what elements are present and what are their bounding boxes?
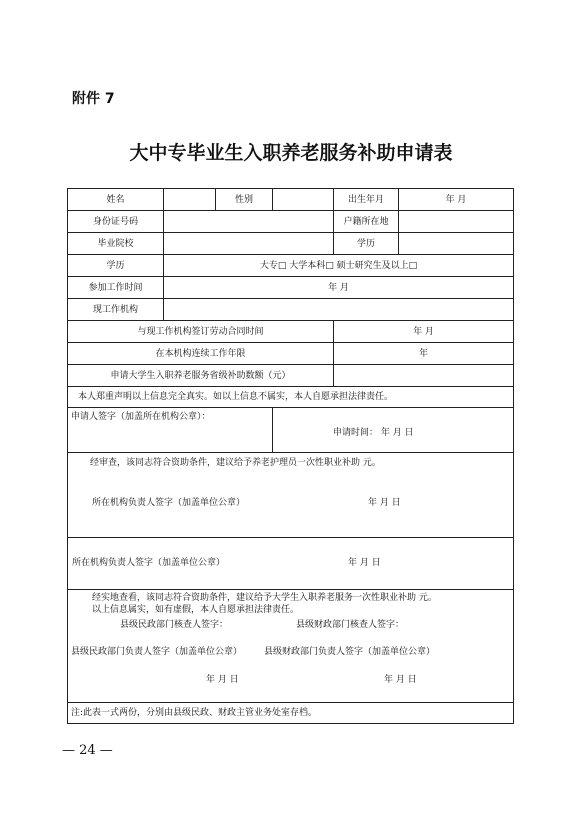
apply-time-label: 申请时间： 年 月 日 bbox=[333, 428, 414, 438]
contract-time-label: 与现工作机构签订劳动合同时间 bbox=[68, 321, 334, 343]
finance-date: 年 月 日 bbox=[384, 675, 417, 685]
hukou-label: 户籍所在地 bbox=[334, 211, 399, 233]
row-current-org bbox=[68, 299, 514, 321]
row-id bbox=[68, 211, 514, 233]
subsidy-field[interactable] bbox=[334, 365, 514, 387]
org-head-cell[interactable] bbox=[68, 538, 514, 590]
verification-cell[interactable] bbox=[68, 590, 514, 703]
civil-head-label: 县级民政部门负责人签字（加盖单位公章） bbox=[71, 647, 243, 657]
verify-line-1: 经实地查看，该同志符合资助条件，建议给予大学生入职养老服务一次性职业补助 元。 bbox=[92, 593, 437, 603]
id-number-field[interactable] bbox=[164, 211, 334, 233]
work-start-field[interactable]: 年 月 bbox=[164, 277, 514, 299]
contract-time-field[interactable]: 年 月 bbox=[334, 321, 514, 343]
school-label: 毕业院校 bbox=[68, 233, 164, 255]
applicant-sign-cell[interactable] bbox=[68, 408, 273, 453]
row-school bbox=[68, 233, 514, 255]
verify-line-2: 以上信息属实，如有虚假，本人自愿承担法律责任。 bbox=[92, 605, 300, 615]
civil-checker-label: 县级民政部门核查人签字： bbox=[120, 620, 229, 630]
education-options[interactable]: 大专□ 大学本科□ 硕士研究生及以上□ bbox=[164, 255, 514, 277]
years-field[interactable]: 年 bbox=[334, 343, 514, 365]
org-review-cell[interactable] bbox=[68, 453, 514, 538]
row-basic-info bbox=[68, 189, 514, 211]
education-label: 学历 bbox=[68, 255, 164, 277]
name-field[interactable] bbox=[164, 189, 216, 211]
years-label: 在本机构连续工作年限 bbox=[68, 343, 334, 365]
work-start-label: 参加工作时间 bbox=[68, 277, 164, 299]
school-field[interactable] bbox=[164, 233, 334, 255]
row-verification bbox=[68, 590, 514, 703]
attachment-label: 附件 7 bbox=[72, 91, 115, 107]
org-head-sign-label: 所在机构负责人签字（加盖单位公章） bbox=[92, 498, 246, 508]
row-org-head bbox=[68, 538, 514, 590]
row-note bbox=[68, 703, 514, 724]
current-org-field[interactable] bbox=[164, 299, 514, 321]
id-number-label: 身份证号码 bbox=[68, 211, 164, 233]
row-subsidy bbox=[68, 365, 514, 387]
gender-label: 性别 bbox=[216, 189, 273, 211]
row-work-start bbox=[68, 277, 514, 299]
row-declaration bbox=[68, 387, 514, 408]
form-title: 大中专毕业生入职养老服务补助申请表 bbox=[129, 142, 453, 164]
row-years bbox=[68, 343, 514, 365]
hukou-field[interactable] bbox=[399, 211, 514, 233]
finance-head-label: 县级财政部门负责人签字（加盖单位公章） bbox=[264, 647, 436, 657]
page-number: — 24 — bbox=[62, 743, 113, 758]
note-text: 注:此表一式两份，分别由县级民政、财政主管业务处室存档。 bbox=[68, 703, 514, 724]
civil-date: 年 月 日 bbox=[206, 675, 239, 685]
application-form bbox=[67, 188, 514, 724]
finance-checker-label: 县级财政部门核查人签字： bbox=[296, 620, 405, 630]
row-applicant bbox=[68, 408, 514, 453]
review-text: 经审查，该同志符合资助条件，建议给予养老护理员一次性职业补助 元。 bbox=[90, 458, 381, 468]
org-head-sign-label-2: 所在机构负责人签字（加盖单位公章） bbox=[72, 558, 226, 568]
declaration-text: 本人郑重声明以上信息完全真实。如以上信息不属实，本人自愿承担法律责任。 bbox=[68, 387, 514, 408]
birth-label: 出生年月 bbox=[334, 189, 399, 211]
row-education bbox=[68, 255, 514, 277]
apply-time-cell[interactable] bbox=[273, 408, 514, 453]
degree-field[interactable] bbox=[399, 233, 514, 255]
review-date: 年 月 日 bbox=[368, 498, 401, 508]
applicant-sign-label: 申请人签字（加盖所在机构公章）： bbox=[71, 412, 211, 422]
current-org-label: 现工作机构 bbox=[68, 299, 164, 321]
degree-label: 学历 bbox=[334, 233, 399, 255]
row-contract bbox=[68, 321, 514, 343]
name-label: 姓名 bbox=[68, 189, 164, 211]
gender-field[interactable] bbox=[273, 189, 334, 211]
org-head-date: 年 月 日 bbox=[348, 558, 381, 568]
subsidy-label: 申请大学生入职养老服务省级补助数额（元） bbox=[68, 365, 334, 387]
birth-field[interactable]: 年 月 bbox=[399, 189, 514, 211]
row-org-review bbox=[68, 453, 514, 538]
